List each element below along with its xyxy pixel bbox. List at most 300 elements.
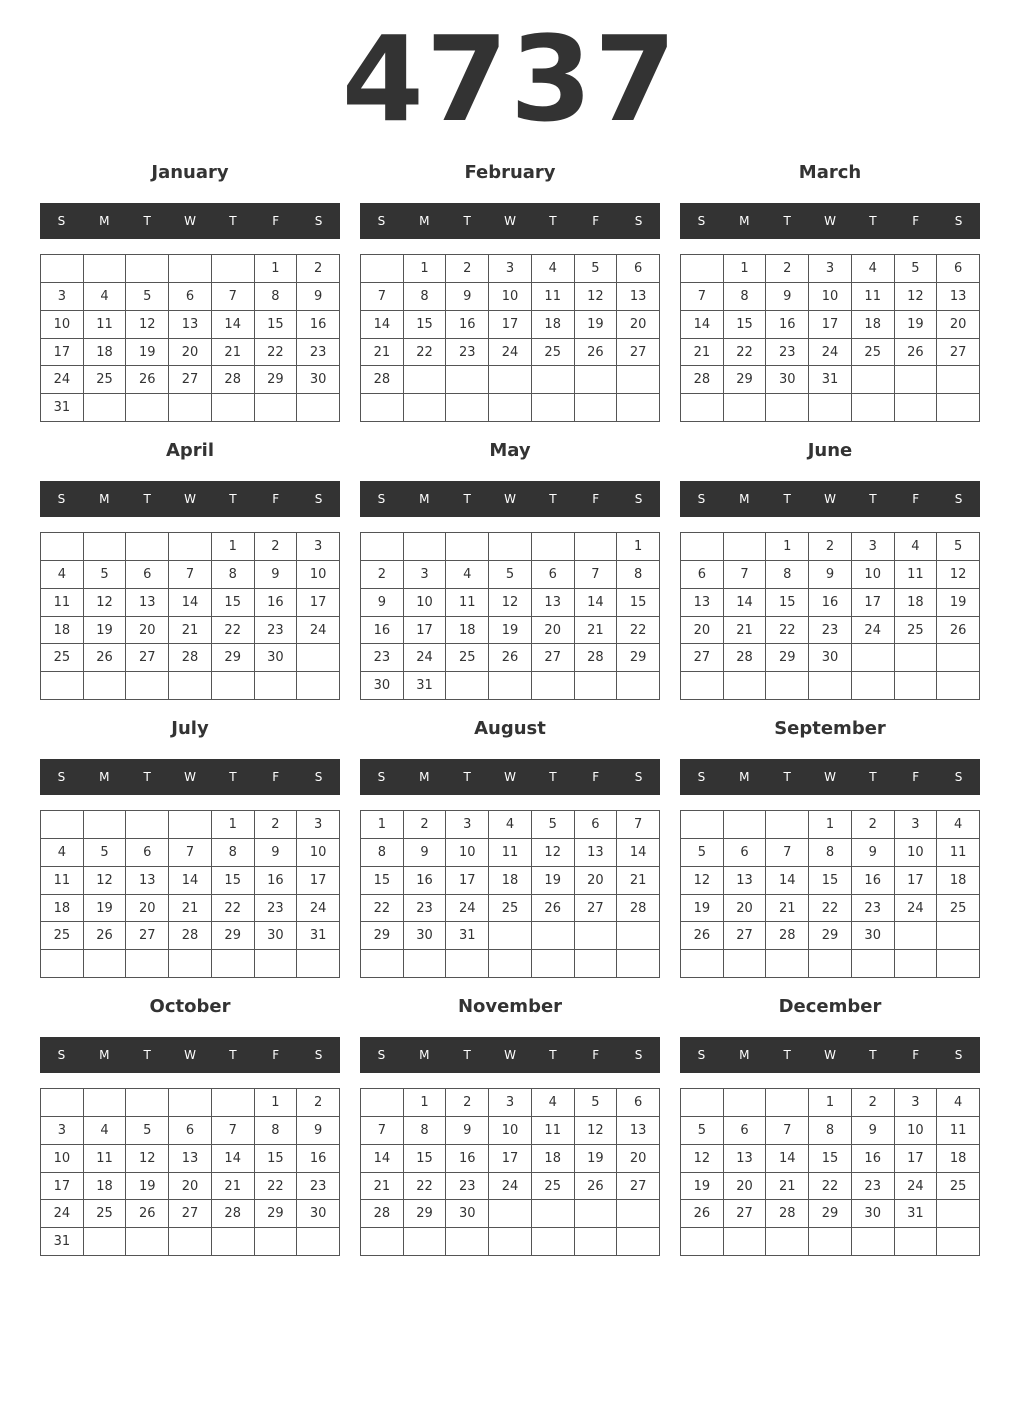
empty-day-cell [809,950,852,978]
empty-day-cell [404,533,447,561]
weekday-label: F [912,492,920,506]
empty-day-cell [126,811,169,839]
day-cell: 21 [212,339,255,367]
day-cell: 5 [84,839,127,867]
empty-day-cell [766,950,809,978]
empty-day-cell [766,1089,809,1117]
month-name: May [489,440,531,461]
day-cell: 4 [84,283,127,311]
day-cell: 2 [297,255,340,283]
day-cell: 8 [255,1117,298,1145]
empty-day-cell [895,394,938,422]
empty-day-cell [169,394,212,422]
day-grid [360,254,660,422]
day-cell: 9 [255,561,298,589]
day-cell: 8 [255,283,298,311]
day-cell: 8 [617,561,660,589]
day-cell: 27 [617,1173,660,1201]
day-cell: 26 [681,922,724,950]
day-cell: 15 [212,589,255,617]
month-name: November [457,996,563,1017]
day-cell: 15 [809,867,852,895]
day-cell: 19 [84,617,127,645]
empty-day-cell [809,394,852,422]
weekday-header [360,759,660,795]
year-title: 4737 [341,10,679,148]
day-cell: 13 [724,1145,767,1173]
empty-day-cell [681,1228,724,1256]
empty-day-cell [724,950,767,978]
empty-day-cell [84,1089,127,1117]
weekday-label: M [739,214,750,228]
empty-day-cell [361,1089,404,1117]
day-cell: 18 [446,617,489,645]
weekday-label: T [783,214,791,228]
empty-day-cell [84,950,127,978]
day-cell: 29 [212,922,255,950]
day-cell: 19 [681,1173,724,1201]
day-cell: 1 [809,1089,852,1117]
day-cell: 25 [895,617,938,645]
empty-day-cell [361,950,404,978]
day-cell: 13 [169,1145,212,1173]
empty-day-cell [489,922,532,950]
day-cell: 27 [169,1200,212,1228]
empty-day-cell [937,1228,980,1256]
empty-day-cell [937,672,980,700]
day-cell: 13 [169,311,212,339]
day-grid [680,254,980,422]
day-cell: 4 [84,1117,127,1145]
weekday-label: W [184,1048,196,1062]
empty-day-cell [724,1089,767,1117]
day-cell: 14 [724,589,767,617]
day-cell: 20 [575,867,618,895]
empty-day-cell [617,1228,660,1256]
day-cell: 5 [575,255,618,283]
month-name: April [165,440,215,461]
day-cell: 7 [361,1117,404,1145]
empty-day-cell [446,394,489,422]
day-cell: 20 [724,1173,767,1201]
day-cell: 9 [404,839,447,867]
day-cell: 25 [489,895,532,923]
day-cell: 21 [361,339,404,367]
day-cell: 13 [617,283,660,311]
day-cell: 10 [297,561,340,589]
day-cell: 20 [937,311,980,339]
weekday-label: S [57,770,66,784]
empty-day-cell [617,1200,660,1228]
day-cell: 6 [617,255,660,283]
empty-day-cell [41,533,84,561]
day-cell: 21 [681,339,724,367]
day-cell: 25 [532,1173,575,1201]
day-cell: 12 [126,1145,169,1173]
day-cell: 30 [404,922,447,950]
empty-day-cell [575,394,618,422]
day-cell: 26 [895,339,938,367]
day-cell: 21 [617,867,660,895]
day-cell: 29 [809,1200,852,1228]
empty-day-cell [937,922,980,950]
day-cell: 4 [852,255,895,283]
weekday-label: F [592,770,600,784]
day-cell: 9 [297,1117,340,1145]
day-cell: 18 [84,1173,127,1201]
day-cell: 10 [41,311,84,339]
day-cell: 14 [681,311,724,339]
day-cell: 4 [937,811,980,839]
empty-day-cell [404,366,447,394]
day-cell: 8 [404,283,447,311]
weekday-header [40,481,340,517]
day-cell: 1 [809,811,852,839]
day-cell: 25 [852,339,895,367]
day-grid [40,810,340,978]
weekday-label: S [634,1048,643,1062]
weekday-label: S [314,1048,323,1062]
day-cell: 22 [809,1173,852,1201]
weekday-label: M [99,1048,110,1062]
day-cell: 22 [212,895,255,923]
empty-day-cell [895,922,938,950]
day-cell: 20 [681,617,724,645]
day-cell: 15 [766,589,809,617]
empty-day-cell [446,366,489,394]
weekday-label: S [57,492,66,506]
day-cell: 27 [937,339,980,367]
day-cell: 16 [852,867,895,895]
day-cell: 30 [852,922,895,950]
day-cell: 30 [255,922,298,950]
empty-day-cell [404,950,447,978]
day-cell: 9 [361,589,404,617]
day-cell: 2 [446,255,489,283]
day-cell: 17 [404,617,447,645]
day-cell: 15 [809,1145,852,1173]
empty-day-cell [169,672,212,700]
weekday-label: M [419,1048,430,1062]
day-cell: 10 [489,283,532,311]
day-cell: 11 [41,589,84,617]
day-cell: 7 [212,283,255,311]
day-cell: 23 [297,339,340,367]
empty-day-cell [126,255,169,283]
day-cell: 4 [532,1089,575,1117]
empty-day-cell [809,672,852,700]
day-cell: 19 [489,617,532,645]
empty-day-cell [404,1228,447,1256]
day-cell: 14 [361,1145,404,1173]
day-cell: 16 [766,311,809,339]
empty-day-cell [617,366,660,394]
day-cell: 24 [41,1200,84,1228]
day-cell: 23 [766,339,809,367]
day-cell: 26 [489,644,532,672]
day-cell: 23 [361,644,404,672]
empty-day-cell [297,1228,340,1256]
day-cell: 2 [852,1089,895,1117]
day-cell: 18 [84,339,127,367]
day-cell: 27 [532,644,575,672]
empty-day-cell [404,394,447,422]
empty-day-cell [681,255,724,283]
day-cell: 6 [681,561,724,589]
day-cell: 9 [852,839,895,867]
day-cell: 14 [575,589,618,617]
empty-day-cell [766,394,809,422]
day-cell: 16 [255,589,298,617]
day-cell: 1 [361,811,404,839]
empty-day-cell [852,950,895,978]
weekday-label: W [824,214,836,228]
day-cell: 7 [766,839,809,867]
empty-day-cell [681,811,724,839]
day-cell: 8 [809,839,852,867]
empty-day-cell [617,922,660,950]
day-cell: 26 [532,895,575,923]
day-cell: 16 [297,1145,340,1173]
day-cell: 20 [724,895,767,923]
day-cell: 26 [126,366,169,394]
weekday-label: W [504,492,516,506]
empty-day-cell [297,950,340,978]
day-cell: 19 [532,867,575,895]
day-cell: 8 [766,561,809,589]
weekday-label: F [592,214,600,228]
day-cell: 17 [852,589,895,617]
day-cell: 5 [937,533,980,561]
day-cell: 7 [212,1117,255,1145]
day-cell: 30 [255,644,298,672]
month-name: February [464,162,556,183]
weekday-label: F [272,492,280,506]
day-cell: 10 [297,839,340,867]
day-cell: 5 [84,561,127,589]
day-cell: 17 [446,867,489,895]
day-cell: 3 [41,1117,84,1145]
empty-day-cell [212,394,255,422]
weekday-label: S [377,770,386,784]
empty-day-cell [532,672,575,700]
day-cell: 8 [212,839,255,867]
empty-day-cell [489,366,532,394]
day-cell: 4 [937,1089,980,1117]
weekday-label: T [463,214,471,228]
empty-day-cell [532,366,575,394]
empty-day-cell [895,644,938,672]
empty-day-cell [446,950,489,978]
empty-day-cell [169,811,212,839]
day-cell: 31 [41,394,84,422]
empty-day-cell [446,672,489,700]
weekday-label: S [634,214,643,228]
weekday-label: F [272,214,280,228]
empty-day-cell [532,394,575,422]
day-cell: 15 [212,867,255,895]
weekday-header [680,759,980,795]
empty-day-cell [809,1228,852,1256]
day-cell: 28 [766,922,809,950]
day-cell: 20 [126,617,169,645]
day-cell: 1 [212,533,255,561]
day-cell: 24 [41,366,84,394]
day-cell: 2 [446,1089,489,1117]
day-cell: 1 [255,1089,298,1117]
day-cell: 3 [297,533,340,561]
day-cell: 9 [446,1117,489,1145]
day-cell: 28 [169,644,212,672]
weekday-label: T [463,770,471,784]
day-cell: 25 [937,1173,980,1201]
day-cell: 28 [212,366,255,394]
weekday-header [680,1037,980,1073]
day-cell: 16 [404,867,447,895]
day-cell: 29 [617,644,660,672]
empty-day-cell [617,672,660,700]
day-cell: 18 [41,895,84,923]
empty-day-cell [681,533,724,561]
weekday-label: W [184,214,196,228]
day-cell: 27 [126,644,169,672]
day-cell: 4 [489,811,532,839]
day-cell: 7 [169,561,212,589]
weekday-label: M [99,214,110,228]
day-cell: 10 [41,1145,84,1173]
empty-day-cell [852,1228,895,1256]
empty-day-cell [84,672,127,700]
day-cell: 23 [446,339,489,367]
empty-day-cell [489,533,532,561]
day-cell: 8 [361,839,404,867]
empty-day-cell [852,644,895,672]
day-cell: 11 [852,283,895,311]
day-cell: 7 [361,283,404,311]
empty-day-cell [617,950,660,978]
day-cell: 7 [724,561,767,589]
day-cell: 6 [937,255,980,283]
empty-day-cell [126,1228,169,1256]
weekday-header [360,481,660,517]
day-cell: 7 [617,811,660,839]
empty-day-cell [126,950,169,978]
day-cell: 12 [532,839,575,867]
day-cell: 12 [489,589,532,617]
day-cell: 24 [404,644,447,672]
empty-day-cell [852,394,895,422]
day-cell: 6 [617,1089,660,1117]
weekday-label: M [739,492,750,506]
day-grid [360,810,660,978]
day-cell: 28 [361,366,404,394]
day-cell: 30 [297,1200,340,1228]
day-cell: 23 [255,617,298,645]
day-cell: 23 [255,895,298,923]
month-name: October [149,996,231,1017]
weekday-header [40,1037,340,1073]
day-cell: 19 [575,311,618,339]
day-cell: 24 [895,895,938,923]
day-cell: 12 [575,283,618,311]
empty-day-cell [212,1228,255,1256]
day-cell: 31 [809,366,852,394]
day-cell: 2 [404,811,447,839]
empty-day-cell [212,255,255,283]
day-grid [40,532,340,700]
weekday-label: T [463,1048,471,1062]
empty-day-cell [361,394,404,422]
empty-day-cell [169,1089,212,1117]
day-cell: 11 [489,839,532,867]
empty-day-cell [297,394,340,422]
day-cell: 14 [617,839,660,867]
month-name: September [774,718,886,739]
empty-day-cell [212,1089,255,1117]
day-cell: 24 [489,1173,532,1201]
day-cell: 21 [212,1173,255,1201]
day-cell: 12 [84,589,127,617]
day-cell: 14 [361,311,404,339]
day-cell: 3 [852,533,895,561]
day-cell: 13 [617,1117,660,1145]
day-cell: 22 [404,339,447,367]
weekday-label: T [783,492,791,506]
day-cell: 28 [724,644,767,672]
day-cell: 17 [41,339,84,367]
weekday-label: W [504,770,516,784]
empty-day-cell [532,533,575,561]
weekday-label: T [549,1048,557,1062]
day-cell: 21 [724,617,767,645]
day-cell: 5 [126,283,169,311]
day-cell: 19 [681,895,724,923]
day-cell: 15 [361,867,404,895]
day-cell: 16 [255,867,298,895]
day-cell: 23 [297,1173,340,1201]
empty-day-cell [126,533,169,561]
day-cell: 17 [895,867,938,895]
day-cell: 10 [852,561,895,589]
day-cell: 11 [937,1117,980,1145]
empty-day-cell [255,950,298,978]
weekday-label: W [184,492,196,506]
day-cell: 10 [446,839,489,867]
day-cell: 26 [575,339,618,367]
day-cell: 18 [489,867,532,895]
day-cell: 3 [809,255,852,283]
weekday-label: S [634,770,643,784]
day-cell: 18 [41,617,84,645]
empty-day-cell [681,1089,724,1117]
empty-day-cell [126,394,169,422]
day-cell: 14 [766,867,809,895]
day-cell: 24 [809,339,852,367]
day-cell: 10 [809,283,852,311]
day-cell: 2 [255,533,298,561]
day-cell: 9 [852,1117,895,1145]
empty-day-cell [532,1228,575,1256]
day-cell: 6 [169,283,212,311]
empty-day-cell [361,533,404,561]
empty-day-cell [766,1228,809,1256]
month-name: July [171,718,209,739]
month-name: March [798,162,862,183]
day-grid [680,532,980,700]
day-cell: 3 [489,255,532,283]
weekday-label: T [143,770,151,784]
weekday-label: T [549,770,557,784]
